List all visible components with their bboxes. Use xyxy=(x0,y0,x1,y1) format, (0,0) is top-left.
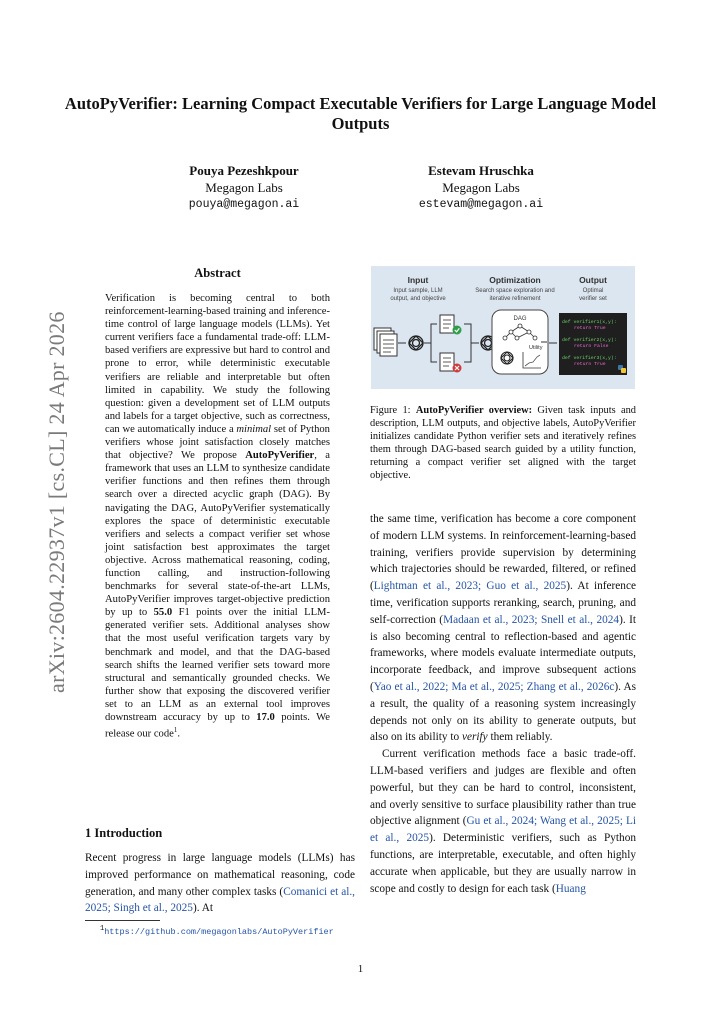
abstract-method-name: AutoPyVerifier xyxy=(245,450,315,462)
code-return-line: return False xyxy=(574,344,609,349)
code-return-line: return True xyxy=(574,362,606,367)
optimization-title: Optimization xyxy=(489,275,541,285)
output-title: Output xyxy=(579,275,607,285)
intro-left-text xyxy=(85,850,355,917)
footnote xyxy=(100,925,360,937)
footnote-rule xyxy=(85,920,160,921)
citation-link[interactable]: Yao et al., 2022; Ma et al., 2025; Zhang et al., 2026c xyxy=(373,680,615,693)
author-name: Estevam Hruschka xyxy=(428,163,534,178)
abstract-accuracy-gain: 17.0 xyxy=(256,712,275,723)
emphasis-text: verify xyxy=(461,731,488,744)
citation-link[interactable]: Lightman et al., 2023; Guo et al., 2025 xyxy=(373,580,567,593)
citation-link[interactable]: Gu et al., 2024; Wang et al., 2025; Li et al., 2025 xyxy=(370,815,636,845)
body-text: ). At xyxy=(192,902,214,915)
output-subtitle: Optimal xyxy=(582,288,604,294)
dag-label: DAG xyxy=(513,316,527,322)
body-text: Current verification methods face a basic trade-off. LLM-based verifiers and judges are flexible and often powerful, but they can be hard to control, inconsistent, and overly sensitive to surface plausibility rather than true objective alignment ( xyxy=(370,748,636,828)
code-def-line: def verifier2(x,y): xyxy=(562,338,617,343)
citation-link[interactable]: Huang xyxy=(555,882,586,895)
abstract-f1-gain: 55.0 xyxy=(153,607,173,619)
footnote-marker[interactable]: 1 xyxy=(173,726,178,735)
body-text: ). At inference time, verification supports reranking, search, pruning, and self-correction ( xyxy=(370,580,636,626)
body-text: Recent progress in large language models (LLMs) has improved performance on mathematical reasoning, code generation, and many other complex tasks ( xyxy=(85,852,355,898)
abstract-text: F1 points over the initial LLM-generated verifier sets. Additional analyses show that the most useful verification targets vary by benchmark and model, and that the DAG-based search shifts the learned verifier sets toward more structural and semantically grounded checks. We further show that exposing the discovered verifier set to an LLM as an external tool improves downstream accuracy by up to xyxy=(105,607,331,723)
abstract-text: , a framework that uses an LLM to synthesize candidate verifier functions and then refines them through search over a directed acyclic graph (DAG). By navigating the DAG, AutoPyVerifier systematically explores the space of deterministic executable verifiers and selects a compact verifier set whose joint satisfaction best approximates the target objective. Across mathematical reasoning, coding, function calling, and instruction-following benchmarks for several state-of-the-art LLMs, AutoPyVerifier improves target-objective prediction by up to xyxy=(105,450,330,619)
abstract-text: Verification is becoming central to both reinforcement-learning-based training and inference-time control of large language models (LLMs). Yet current verifiers face a fundamental trade-off: LLM-based verifiers are expressive but hard to control and prone to error, while deterministic executable verifiers are reliable and interpretable but often limited in capability. We study the following question: given a development set of LLM outputs and labels for a target objective, such as correctness, can we automatically induce a xyxy=(105,293,330,435)
arxiv-id: arXiv:2604.22937v1 [cs.CL] 24 Apr 2026 xyxy=(44,311,69,693)
code-def-line: def verifier1(x,y): xyxy=(562,320,617,325)
abstract-text: set of Python verifiers whose joint satisfaction closely matches that objective? We propose xyxy=(105,423,330,462)
caption-bold: AutoPyVerifier overview: xyxy=(415,405,533,416)
author-affiliation: Megagon Labs xyxy=(205,180,283,195)
paper-title: AutoPyVerifier: Learning Compact Executable Verifiers for Large Language Model Outputs xyxy=(64,94,657,133)
section-heading-introduction: 1 Introduction xyxy=(85,826,163,840)
citation-link[interactable]: Madaan et al., 2023; Snell et al., 2024 xyxy=(443,613,620,626)
citation-link[interactable]: Comanici et al., 2025; Singh et al., 2025 xyxy=(85,885,355,915)
optimization-subtitle: iterative refinement xyxy=(489,296,541,302)
abstract-heading: Abstract xyxy=(194,266,241,280)
abstract-body xyxy=(105,292,330,741)
input-title: Input xyxy=(407,275,429,285)
input-subtitle: output, and objective xyxy=(390,296,446,302)
body-text: ). It is also becoming central to reflection-based and agentic frameworks, where models evaluate intermediate outputs, incorporate feedback, and improve subsequent actions ( xyxy=(370,613,636,693)
page-number: 1 xyxy=(357,963,364,975)
abstract-emphasis: minimal xyxy=(236,423,272,435)
code-def-line: def verifier3(x,y): xyxy=(562,356,617,361)
figure-1-diagram xyxy=(371,266,635,389)
author-email: estevam@megagon.ai xyxy=(418,198,544,211)
author-block-1 xyxy=(144,162,344,213)
abstract-text: . xyxy=(177,728,180,740)
footnote-url-link[interactable]: https://github.com/megagonlabs/AutoPyVerifier xyxy=(104,926,334,937)
author-name: Pouya Pezeshkpour xyxy=(189,163,299,178)
input-subtitle: Input sample, LLM xyxy=(393,288,443,294)
document-stack-icon xyxy=(374,328,397,356)
figure-1 xyxy=(371,266,635,389)
utility-label: Utility xyxy=(529,345,543,351)
caption-label: Figure 1: xyxy=(370,405,416,416)
body-text: the same time, verification has become a core component of modern LLM systems. In reinforcement-learning-based training, verifiers provide supervision by determining which trajectories should be rewarded, filtered, or refined ( xyxy=(370,513,636,593)
footnote-number: 1 xyxy=(100,925,105,933)
intro-right-text xyxy=(370,511,636,897)
code-return-line: return True xyxy=(574,326,606,331)
figure-1-caption xyxy=(370,404,636,483)
body-text: them reliably. xyxy=(487,731,553,744)
author-affiliation: Megagon Labs xyxy=(442,180,520,195)
output-subtitle: verifier set xyxy=(579,296,607,302)
abstract-text: points. We release our code xyxy=(105,712,330,740)
author-email: pouya@megagon.ai xyxy=(188,198,300,211)
body-text: ). As a result, the quality of a reasoning system increasingly depends not only on its ability to generate outputs, but also on its ability to xyxy=(370,680,637,744)
arxiv-stamp xyxy=(6,300,69,730)
intro-paragraph xyxy=(370,511,636,746)
optimization-subtitle: Search space exploration and xyxy=(475,288,555,294)
body-text: ). Deterministic verifiers, such as Python functions, are interpretable, executable, and often highly accurate when applicable, but they are usually narrow in scope and costly to design for each task ( xyxy=(370,832,636,895)
caption-text: Given task inputs and description, LLM outputs, and objective labels, AutoPyVerifier initializes candidate Python verifier sets and iteratively refines them through DAG-based search guided by a utility function, returning a compact verifier set aligned with the target objective. xyxy=(370,405,636,482)
author-block-2 xyxy=(381,162,581,213)
intro-paragraph xyxy=(370,746,636,897)
